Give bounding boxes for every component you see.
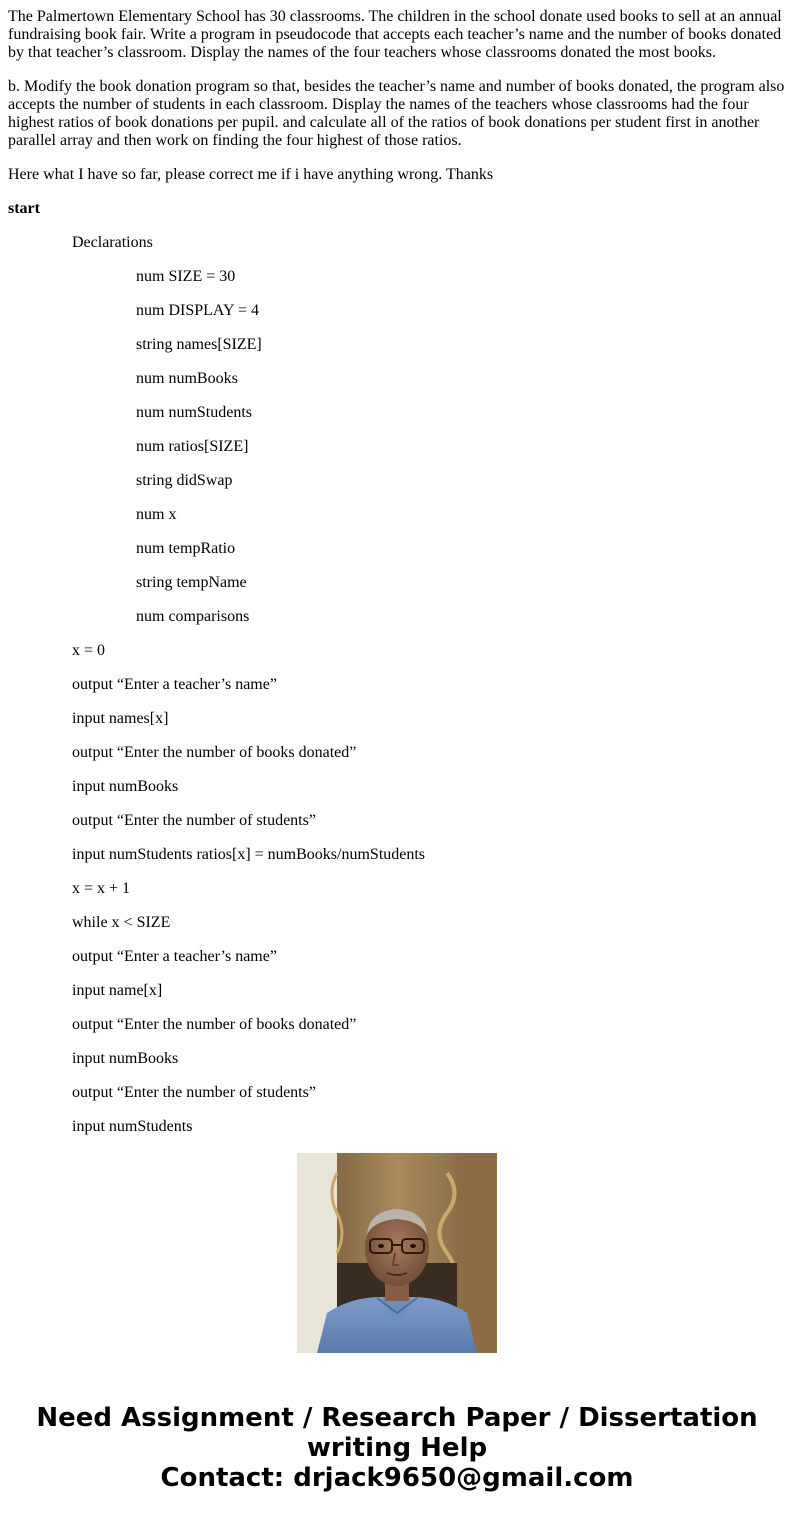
promo-contact-line: Contact: drjack9650@gmail.com [160, 1463, 634, 1493]
code-declaration: num numBooks [136, 370, 238, 387]
code-declaration: num numStudents [136, 404, 253, 421]
code-statement: input names[x] [72, 710, 169, 727]
promo-line-2: writing Help [306, 1433, 488, 1463]
code-start: start [8, 200, 40, 217]
code-declaration: num tempRatio [136, 540, 236, 557]
code-statement: input numBooks [72, 778, 179, 795]
code-declaration: num ratios[SIZE] [136, 438, 249, 455]
code-statement: input numStudents ratios[x] = numBooks/numStudents [72, 846, 426, 863]
code-statement: output “Enter a teacher’s name” [72, 948, 277, 965]
code-statement: input numBooks [72, 1050, 179, 1067]
code-declarations-label: Declarations [72, 234, 153, 251]
question-paragraph-a: The Palmertown Elementary School has 30 classrooms. The children in the school donate used books to sell at an annual fundraising book fair. Write a program in pseudocode that accepts each teacher’s name and the number of books donated by that teacher’s classroom. Display the names of the four teachers whose classrooms donated the most books. [8, 8, 782, 61]
promo-line-1: Need Assignment / Research Paper / Dissertation [36, 1403, 758, 1433]
code-declaration: num comparisons [136, 608, 250, 625]
code-statement: x = 0 [72, 642, 106, 659]
code-statement: x = x + 1 [72, 880, 131, 897]
code-declaration: num SIZE = 30 [136, 268, 236, 285]
code-statement: output “Enter the number of books donated” [72, 744, 357, 761]
tutor-portrait-image [297, 1153, 497, 1353]
code-statement: input name[x] [72, 982, 163, 999]
question-document [8, 0, 788, 1135]
question-paragraph-b: b. Modify the book donation program so that, besides the teacher’s name and number of books donated, the program also accepts the number of students in each classroom. Display the names of the teachers whose classrooms had the four highest ratios of book donations per pupil. and calculate all of the ratios of book donations per student first in another parallel array and then work on finding the four highest of those ratios. [8, 78, 785, 149]
code-declaration: string didSwap [136, 472, 233, 489]
code-statement: output “Enter the number of books donated” [72, 1016, 357, 1033]
code-declaration: string tempName [136, 574, 247, 591]
promo-banner [0, 1403, 794, 1493]
code-statement: input numStudents [72, 1118, 193, 1135]
code-statement: output “Enter the number of students” [72, 812, 316, 829]
tutor-avatar [297, 1153, 497, 1353]
code-statement: output “Enter a teacher’s name” [72, 676, 277, 693]
code-declaration: num DISPLAY = 4 [136, 302, 259, 319]
question-note: Here what I have so far, please correct me if i have anything wrong. Thanks [8, 166, 494, 183]
code-statement: while x < SIZE [72, 914, 171, 931]
code-statement: output “Enter the number of students” [72, 1084, 316, 1101]
code-declaration: string names[SIZE] [136, 336, 262, 353]
code-declaration: num x [136, 506, 177, 523]
